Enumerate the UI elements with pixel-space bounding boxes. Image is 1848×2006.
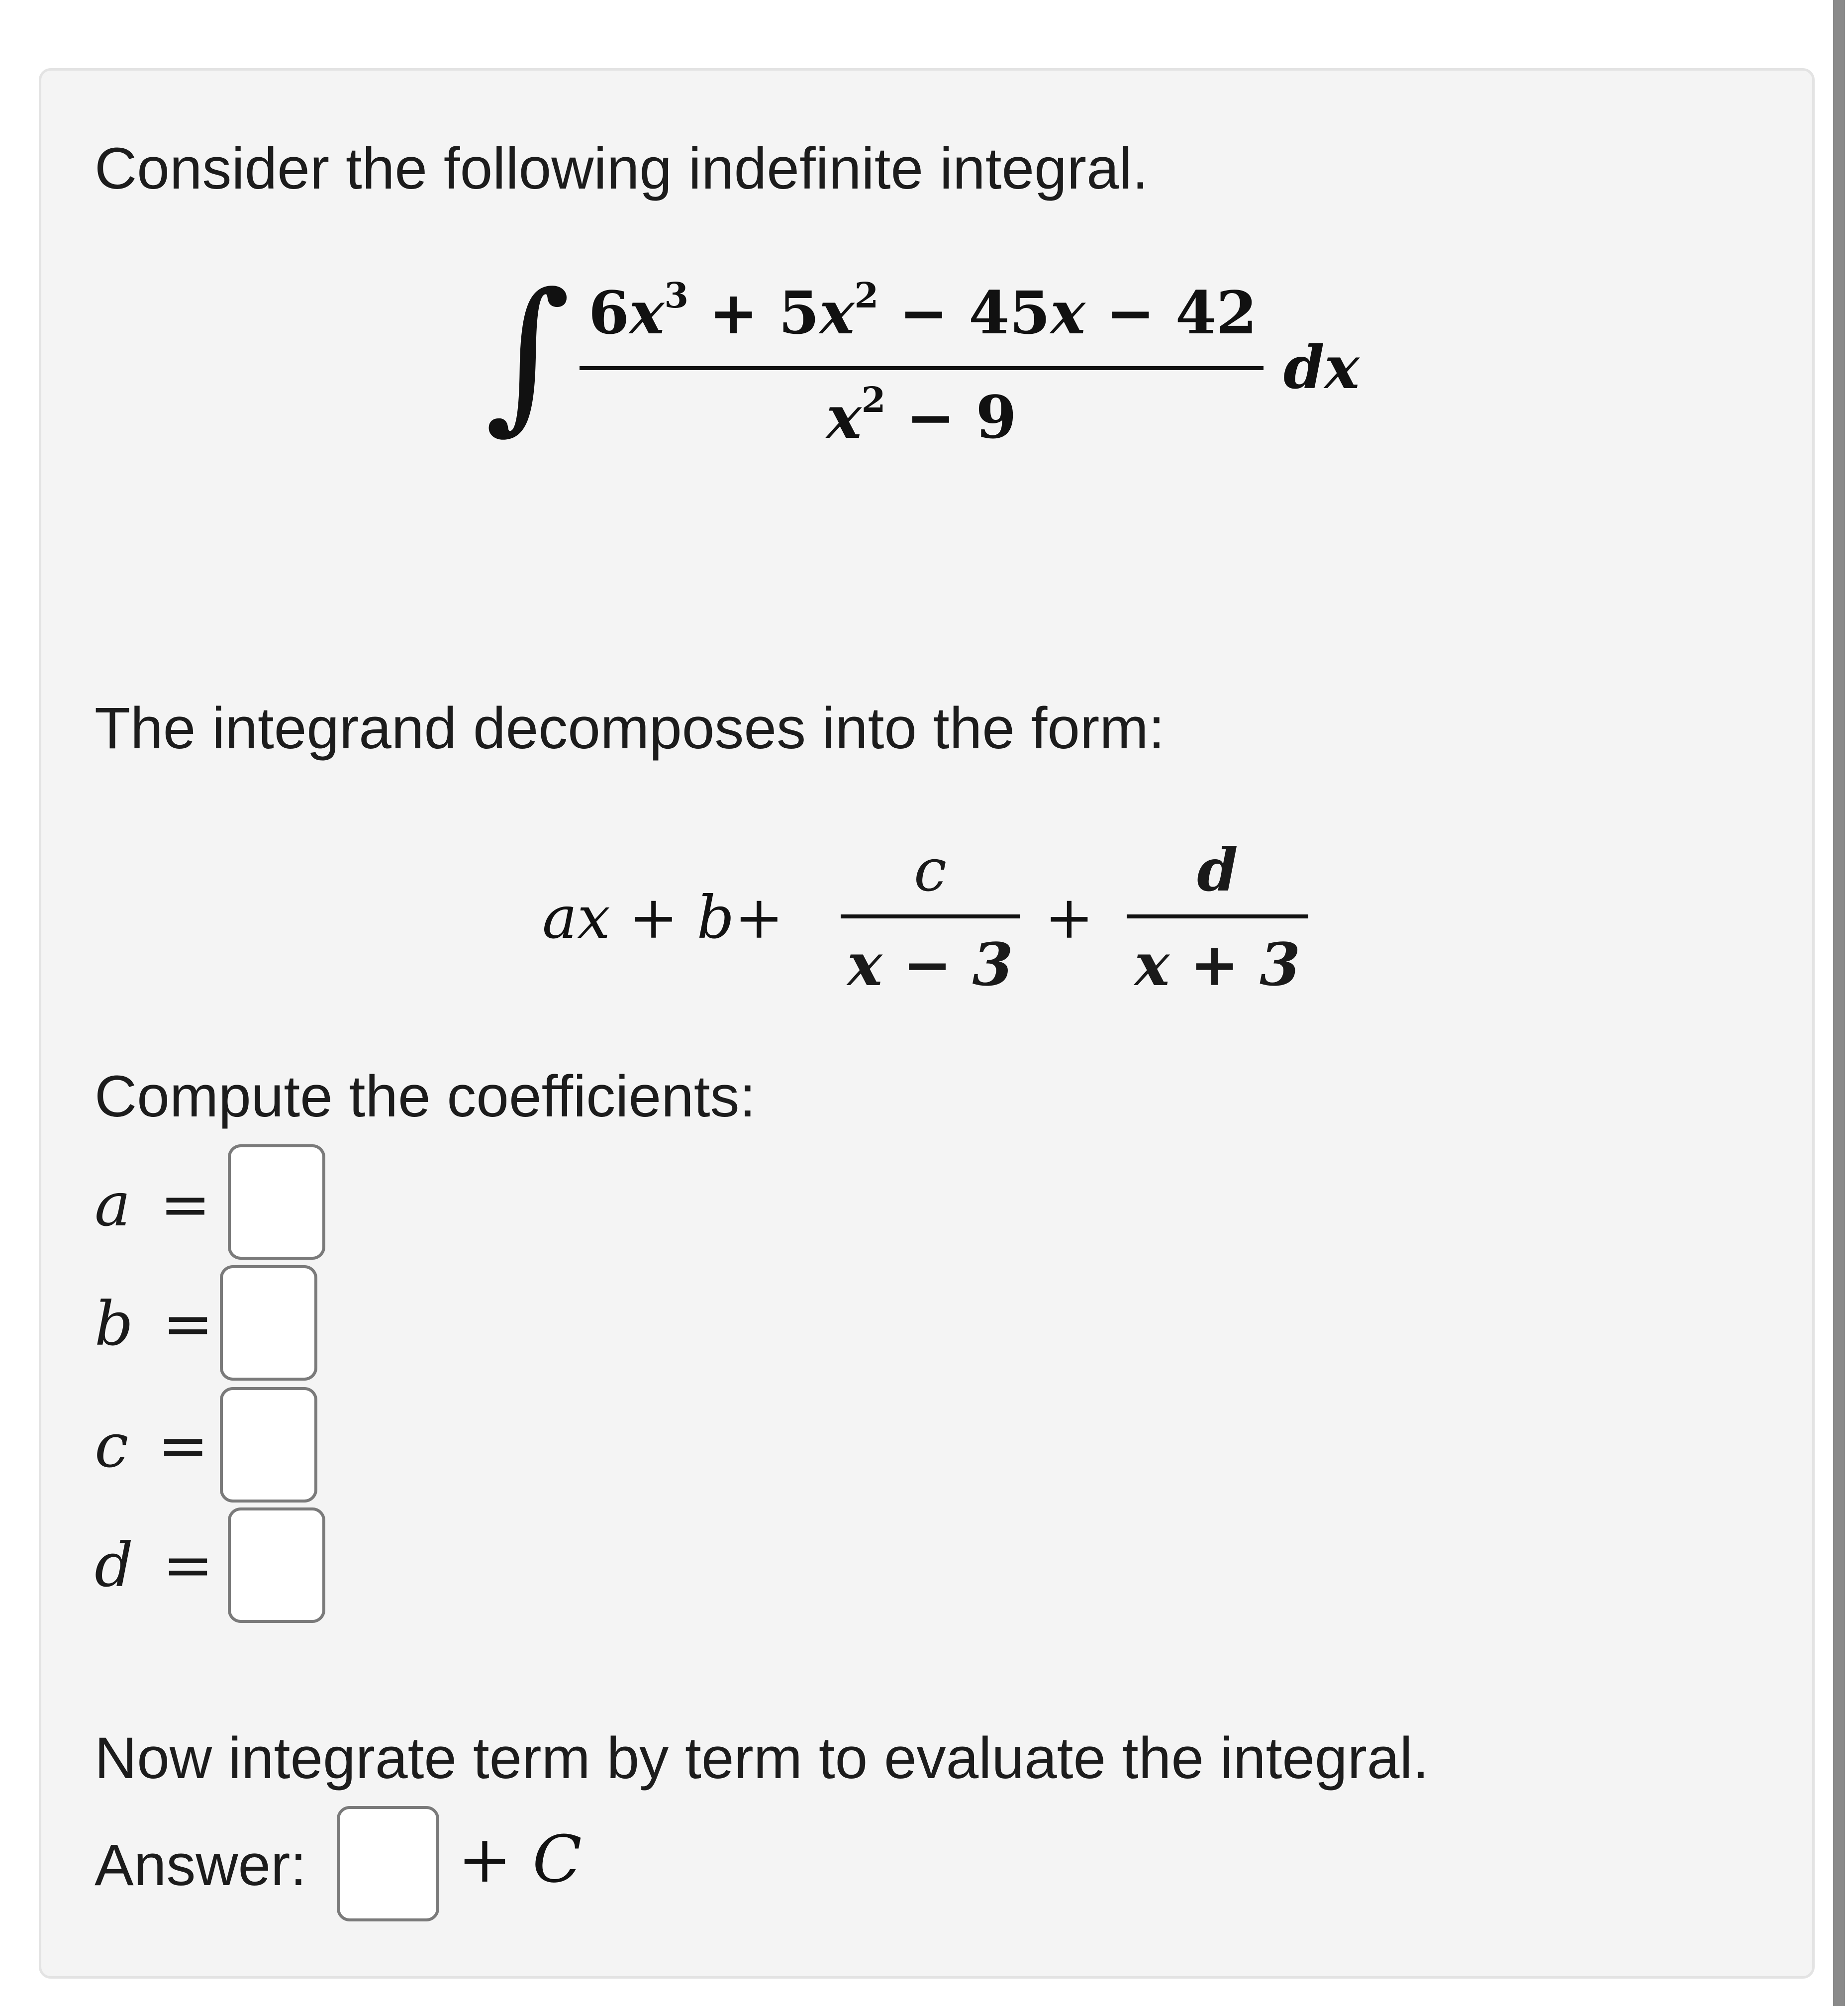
frac1-bar [841,914,1020,918]
coef-c-input[interactable] [220,1387,317,1503]
coef-c-var: c [95,1410,129,1481]
integral-denominator: $x^2 - 9$ [826,379,1017,452]
intro-text: Consider the following indefinite integral. [95,136,1149,201]
coef-c-eq: = [158,1410,209,1481]
question-card [39,68,1815,1979]
answer-input[interactable] [337,1806,439,1921]
compute-text: Compute the coefficients: [95,1064,756,1129]
decompose-text: The integrand decomposes into the form: [95,696,1165,761]
integral-sign: ∫ [485,258,571,449]
integral-numerator: $6x^3 + 5x^2 - 45x - 42$ [588,275,1258,347]
frac2-numerator: d [1197,835,1238,904]
decomposition-lead: ax + b+ [542,883,784,952]
integral-fraction-bar [580,366,1264,370]
frac1-numerator: c [913,836,947,904]
coef-d-var: d [95,1530,134,1601]
frac1-denominator: x − 3 [847,930,1013,999]
answer-label: Answer: [95,1832,307,1898]
coef-b-eq: = [162,1289,214,1359]
window-edge-bar [1833,0,1845,2006]
coef-d-input[interactable] [228,1507,325,1623]
coef-a-var: a [95,1169,131,1240]
coef-b-input[interactable] [220,1265,317,1381]
coef-b-var: b [95,1289,134,1359]
coef-d-eq: = [162,1530,214,1601]
frac2-bar [1127,914,1308,918]
integral-differential: dx [1283,333,1360,402]
frac2-denominator: x + 3 [1134,930,1301,999]
coef-a-eq: = [160,1169,211,1240]
integrate-text: Now integrate term by term to evaluate the integral. [95,1725,1429,1791]
answer-suffix: + C [458,1821,582,1897]
decomposition-plus: + [1045,883,1094,952]
coef-a-input[interactable] [228,1144,325,1260]
